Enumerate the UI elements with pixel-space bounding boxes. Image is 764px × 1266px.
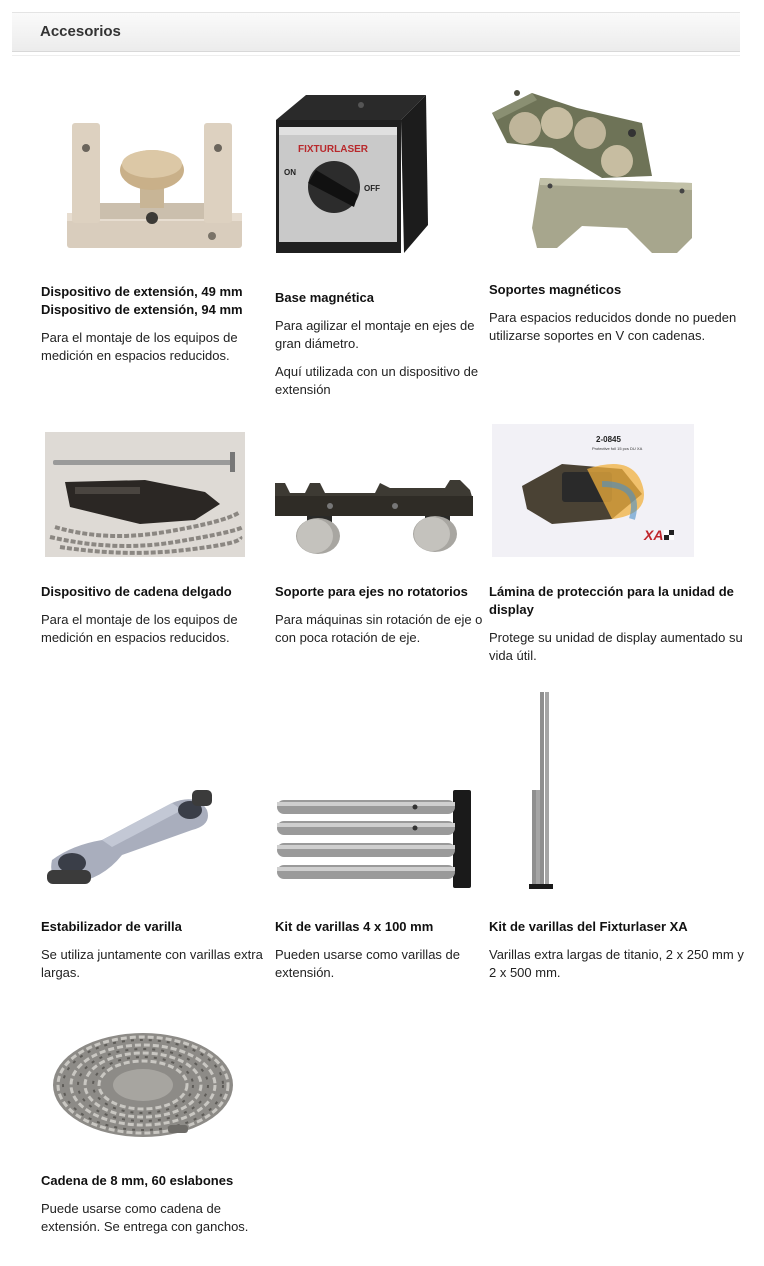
item-non-rotating-shaft-support <box>275 583 503 647</box>
pack-logo: XA <box>644 527 664 543</box>
item-rod-kit-4x100 <box>275 918 503 982</box>
item-description: Varillas extra largas de titanio, 2 x 250 mm y 2 x 500 mm. <box>489 947 744 980</box>
thin-chain-device-image <box>45 432 245 557</box>
item-description: Para máquinas sin rotación de eje o con poca rotación de eje. <box>275 612 483 645</box>
item-title: Cadena de 8 mm, 60 eslabones <box>41 1173 234 1188</box>
item-title: Dispositivo de cadena delgado <box>41 584 232 599</box>
item-description: Pueden usarse como varillas de extensión. <box>275 947 460 980</box>
item-title: Soportes magnéticos <box>489 282 622 297</box>
item-description: Para el montaje de los equipos de medición en espacios reducidos. <box>41 612 238 645</box>
chain-8mm-image <box>48 1020 238 1150</box>
item-magnetic-base <box>275 289 503 399</box>
item-description: Para espacios reducidos donde no pueden utilizarse soportes en V con cadenas. <box>489 310 737 343</box>
item-chain-8mm <box>41 1172 269 1236</box>
divider <box>12 55 740 56</box>
item-description: Puede usarse como cadena de extensión. Se entrega con ganchos. <box>41 1201 249 1234</box>
item-title-secondary: Dispositivo de extensión, 94 mm <box>41 302 243 317</box>
section-header <box>12 12 740 52</box>
magnetic-base-image <box>276 95 431 255</box>
pack-code: 2-0845 <box>596 435 621 444</box>
brand-label: FIXTURLASER <box>298 144 368 155</box>
rod-stabilizer-image <box>42 785 217 895</box>
item-rod-stabilizer <box>41 918 269 982</box>
section-title: Accesorios <box>40 23 121 40</box>
rod-kit-xa-image <box>526 692 554 892</box>
item-title: Kit de varillas 4 x 100 mm <box>275 919 434 934</box>
item-title: Kit de varillas del Fixturlaser XA <box>489 919 688 934</box>
item-title: Soporte para ejes no rotatorios <box>275 584 468 599</box>
magnetic-supports-image <box>492 88 697 256</box>
item-magnetic-supports <box>489 281 751 345</box>
item-description: Para agilizar el montaje en ejes de gran diámetro. <box>275 318 475 351</box>
protection-film-image <box>492 424 694 557</box>
item-description-secondary: Aquí utilizada con un dispositivo de extensión <box>275 364 479 397</box>
extension-device-image <box>62 118 242 253</box>
non-rotating-shaft-support-image <box>275 478 475 558</box>
on-label: ON <box>284 168 296 177</box>
off-label: OFF <box>364 184 380 193</box>
item-title: Estabilizador de varilla <box>41 919 182 934</box>
item-extension-device <box>41 283 269 365</box>
item-title: Base magnética <box>275 290 374 305</box>
item-title: Lámina de protección para la unidad de display <box>489 584 734 617</box>
item-protection-film <box>489 583 751 665</box>
rod-kit-4x100-image <box>275 790 475 890</box>
item-description: Protege su unidad de display aumentado su vida útil. <box>489 630 743 663</box>
item-rod-kit-xa <box>489 918 751 982</box>
item-title: Dispositivo de extensión, 49 mm <box>41 284 243 299</box>
pack-text: Protective foil 15 pcs DU XA <box>592 446 643 451</box>
item-thin-chain-device <box>41 583 269 647</box>
item-description: Para el montaje de los equipos de medición en espacios reducidos. <box>41 330 238 363</box>
item-description: Se utiliza juntamente con varillas extra largas. <box>41 947 263 980</box>
